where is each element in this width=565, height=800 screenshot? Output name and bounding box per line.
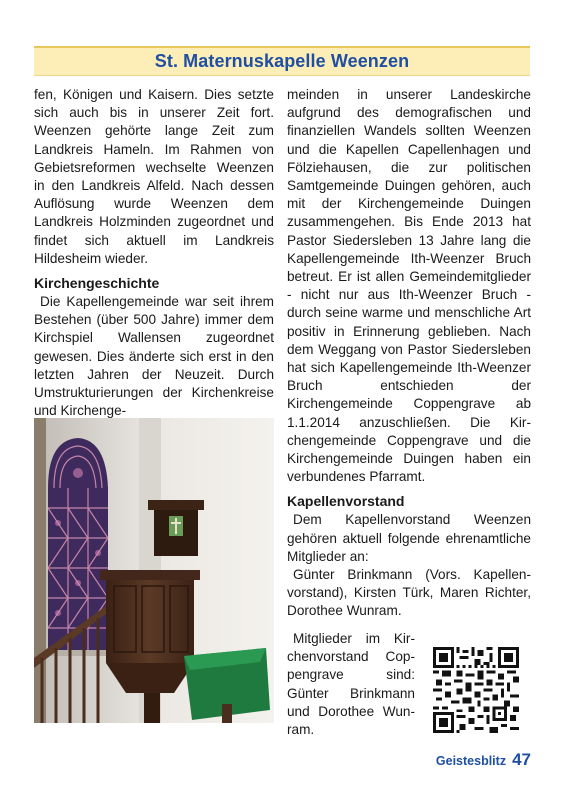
body-paragraph: Dem Kapellenvorstand Weenzen gehören aktuell folgende ehrenamtliche Mitglieder an: xyxy=(287,512,531,564)
chapel-interior-photo xyxy=(34,418,274,723)
page-footer xyxy=(436,750,531,770)
section-heading-kapellenvorstand: Kapellenvorstand xyxy=(287,493,405,510)
header-bar xyxy=(34,46,530,76)
footer-brand: Geistesblitz xyxy=(435,754,507,768)
page-title: St. Maternuskapelle Weenzen xyxy=(154,51,410,71)
body-paragraph: Die Kapellengemeinde war seit ihrem Bestehen (über 500 Jahre) immer dem Kirchspiel Wallensen zugeordnet gewesen. Dies änderte sich erst in den letzten Jahren der Neuzeit. Durch Umstrukturierungen der Kirchenkreise und Kirchenge- xyxy=(34,294,274,419)
body-paragraph: meinden in unserer Landeskirche aufgrund des demografischen und finanziellen Wandels sollten Weenzen und die Kapellen Capellenhagen und Fölziehausen, die zur politischen Samtgemeinde Duingen gehören, auch mit der Kirchengemeinde Duingen zusammengehen. Bis Ende 2013 hat Pastor Siedersleben 13 Jahre lang die Kapellengemeinde Ith-Weenzer Bruch betreut. Er ist allen Gemeindemitglieder - nicht nur aus Ith-Weenzer Bruch - durch seine warme und menschliche Art positiv in Erinnerung geblieben. Nach dem Weggang von Pastor Siedersleben hat sich Kapellengemeinde Ith-Weenzer Bruch entschieden der Kirchengemeinde Coppengrave ab 1.1.2014 anzuschließen. Die Kirchengemeinde Coppengrave und die Kirchengemeinde Duingen haben ein verbundenes Pfarramt. xyxy=(287,87,531,485)
page-number: 47 xyxy=(512,750,531,769)
section-heading-kirchengeschichte: Kirchengeschichte xyxy=(34,275,160,292)
body-paragraph: Mitglieder im Kirchenvorstand Coppengrave sind: Günter Brinkmann und Dorothee Wunram. xyxy=(287,631,415,738)
left-column xyxy=(34,86,274,420)
right-column xyxy=(287,86,531,621)
body-paragraph: Günter Brinkmann (Vors. Kapellenvorstand), Kirsten Türk, Maren Richter, Dorothee Wunram. xyxy=(287,567,531,619)
qr-code[interactable] xyxy=(433,647,519,733)
body-paragraph: fen, Königen und Kaisern. Dies setzte sich auch bis in unserer Zeit fort. Weenzen gehörte lange Zeit zum Landkreis Hameln. Im Rahmen von Gebietsreformen wechselte Weenzen in den Landkreis Alfeld. Nach dessen Auflösung wurde Weenzen dem Landkreis Holzminden zugeordnet und findet sich aktuell im Landkreis Hildesheim wieder. xyxy=(34,87,274,266)
pulpit-photo-illustration xyxy=(34,418,274,723)
qr-code-icon xyxy=(433,647,519,733)
